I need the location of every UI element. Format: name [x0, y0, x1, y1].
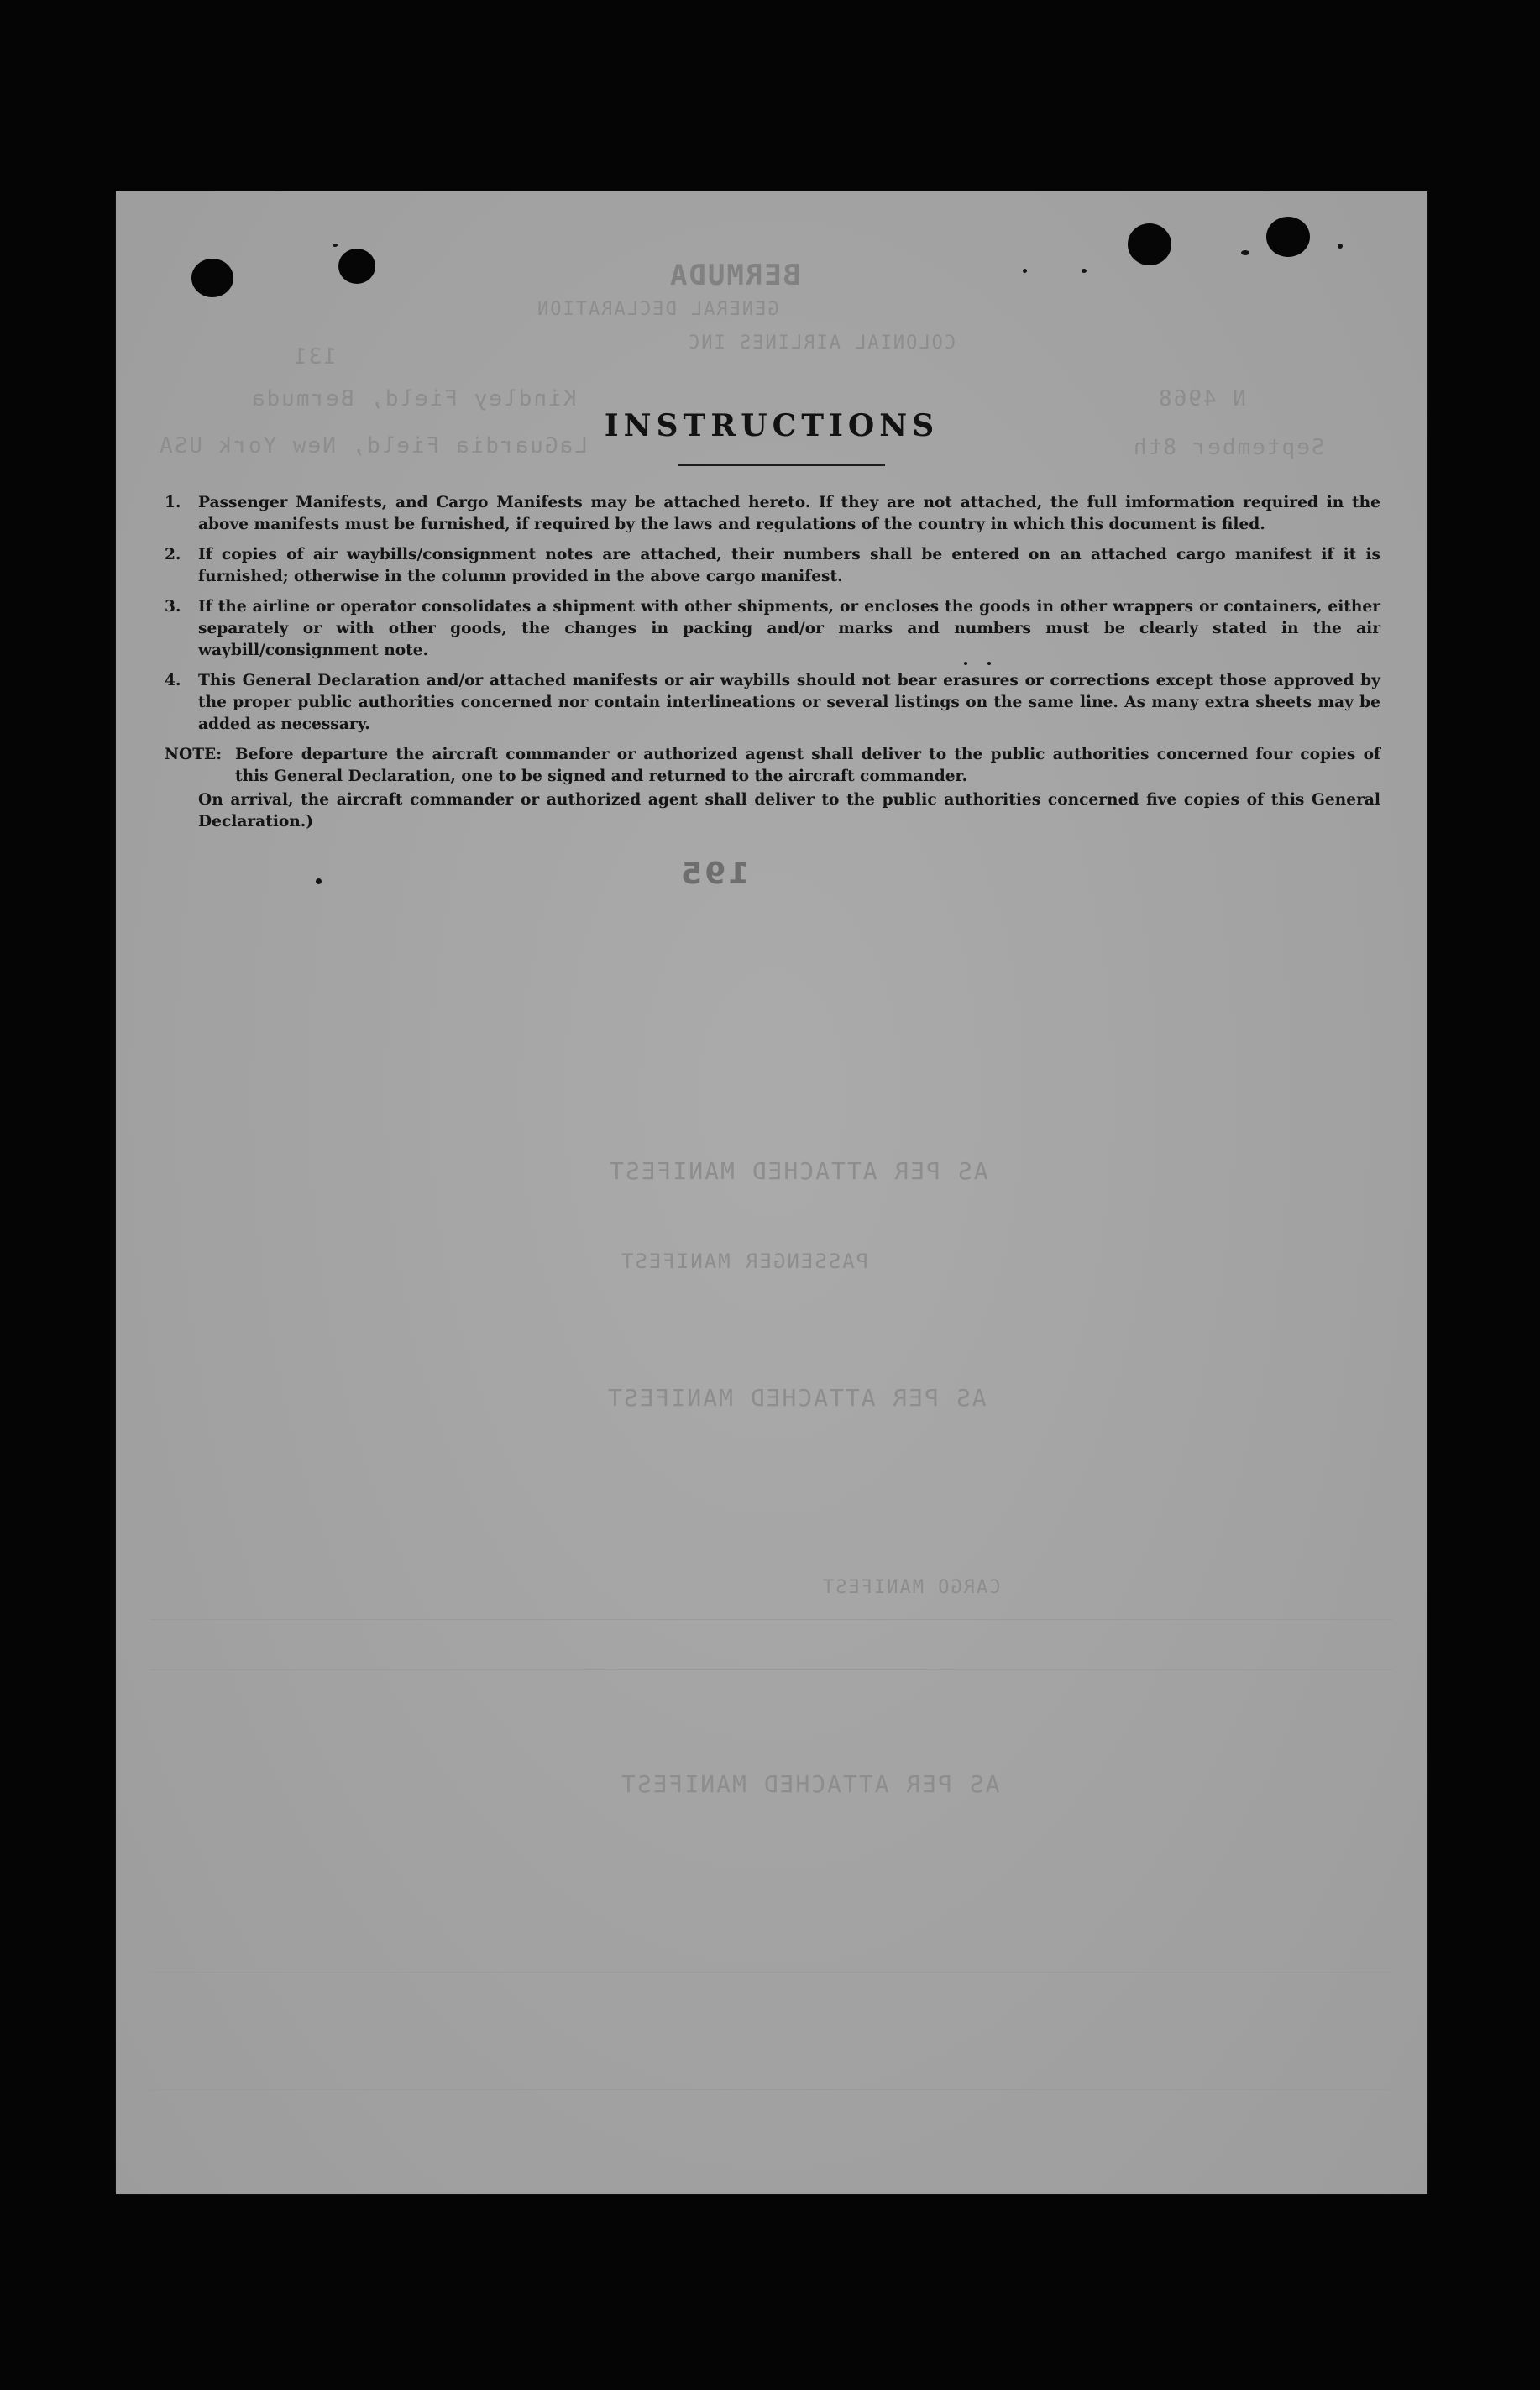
punch-hole	[338, 249, 375, 284]
faint-rule	[149, 1669, 1392, 1670]
bleed-line-2: PASSENGER MANIFEST	[620, 1250, 869, 1273]
item-text: If copies of air waybills/consignment notes are attached, their numbers shall be entered on an attached cargo manifest if it is furnished; otherwise in the column provided in the above cargo manifest.	[198, 546, 1380, 585]
speck	[316, 878, 322, 884]
speck	[1241, 250, 1249, 255]
punch-hole	[1128, 223, 1171, 265]
speck	[333, 244, 338, 247]
page-title: INSTRUCTIONS	[604, 408, 940, 443]
faint-rule	[149, 1972, 1392, 1973]
faint-rule	[149, 2089, 1392, 2090]
item-text: Passenger Manifests, and Cargo Manifests may be attached hereto. If they are not attached, the full imformation required in the above manifests must be furnished, if required by the laws and regulations of the country in which this document is filed.	[198, 494, 1380, 533]
bleed-line-4: CARGO MANIFEST	[821, 1577, 1001, 1598]
bleed-line-1: AS PER ATTACHED MANIFEST	[608, 1157, 988, 1185]
page-number-stamp: 195	[678, 857, 750, 891]
note-text: Before departure the aircraft commander or authorized agenst shall deliver to the public authorities concerned four copies of this General Declaration, one to be signed and returned to the aircraft commander.	[235, 746, 1380, 785]
bleed-subtitle: GENERAL DECLARATION	[536, 299, 779, 320]
instructions-list	[165, 492, 1380, 833]
item-number: 2.	[165, 546, 181, 563]
list-item	[165, 670, 1380, 736]
bleed-to: LaGuardia Field, New York USA	[158, 433, 588, 459]
bleed-line-3: AS PER ATTACHED MANIFEST	[606, 1384, 987, 1412]
note	[165, 744, 1380, 788]
title-underline	[678, 464, 885, 466]
speck	[1023, 269, 1027, 273]
item-number: 4.	[165, 672, 181, 689]
item-number: 1.	[165, 494, 181, 511]
bleed-title: BERMUDA	[668, 259, 801, 292]
list-item	[165, 544, 1380, 588]
item-text: This General Declaration and/or attached manifests or air waybills should not bear erasures or corrections except those approved by the proper public authorities concerned nor contain interlineations or several listings on the same line. As many extra sheets may be added as necessary.	[198, 672, 1380, 733]
note-label: NOTE:	[165, 746, 223, 763]
bleed-line-5: AS PER ATTACHED MANIFEST	[620, 1770, 1000, 1798]
document-page	[116, 191, 1427, 2194]
punch-hole	[191, 259, 233, 297]
bleed-date: September 8th	[1132, 435, 1325, 460]
item-text: If the airline or operator consolidates a shipment with other shipments, or encloses the goods in other wrappers or containers, either separately or with other goods, the changes in packing and/or marks and numbers must be clearly stated in the air waybill/consignment note.	[198, 598, 1380, 659]
speck	[1338, 244, 1343, 249]
bleed-flight: 131	[292, 344, 337, 370]
list-item	[165, 596, 1380, 662]
punch-hole	[1266, 217, 1310, 257]
bleed-operator: COLONIAL AIRLINES INC	[687, 333, 956, 354]
bleed-registration: N 4968	[1157, 386, 1246, 411]
speck	[1082, 269, 1087, 273]
faint-rule	[149, 1619, 1392, 1620]
note-text-arrival: On arrival, the aircraft commander or authorized agent shall deliver to the public authorities concerned five copies of this General Declaration.)	[198, 791, 1380, 831]
list-item	[165, 492, 1380, 536]
item-number: 3.	[165, 598, 181, 616]
bleed-from: Kindley Field, Bermuda	[250, 386, 577, 411]
